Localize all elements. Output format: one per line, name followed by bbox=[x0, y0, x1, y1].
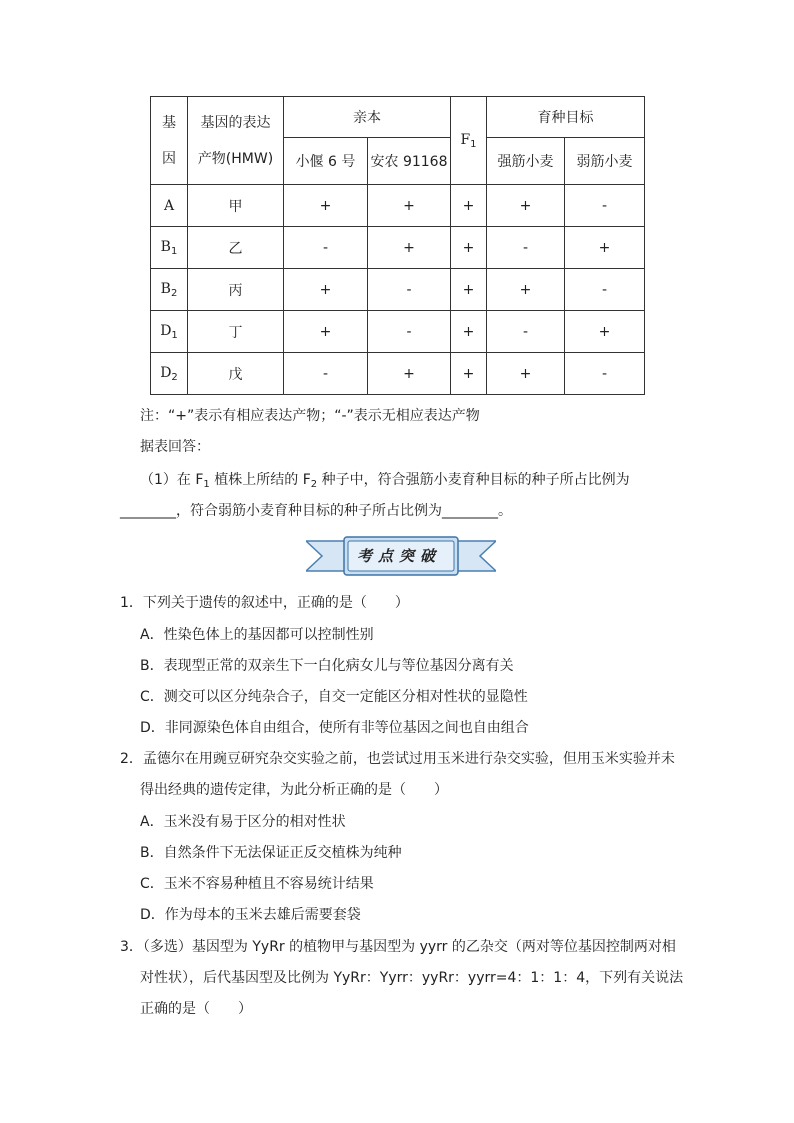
section-banner-title: 考点突破 bbox=[356, 547, 441, 565]
table-note: 注：“+”表示有相应表达产物；“-”表示无相应表达产物 bbox=[140, 408, 480, 424]
row-parent-2: + bbox=[368, 185, 451, 227]
question-3-stem-line2: 对性状），后代基因型及比例为 YyRr：Yyrr：yyRr：yyrr=4：1：1：4，下列有关说法 bbox=[140, 970, 684, 986]
gene-symbol: A bbox=[163, 197, 175, 214]
row-parent-1: + bbox=[284, 269, 368, 311]
row-target-weak: + bbox=[565, 227, 645, 269]
sub-question-1-part-b: 植株上所结的 F bbox=[209, 472, 311, 488]
question-3-stem-line3: 正确的是（ ） bbox=[140, 1001, 252, 1017]
sub-question-1-line1 bbox=[140, 469, 630, 490]
row-target-strong: - bbox=[487, 311, 565, 353]
row-f1: + bbox=[451, 311, 487, 353]
header-f1 bbox=[451, 97, 487, 185]
question-2-option-d: D．作为母本的玉米去雄后需要套袋 bbox=[140, 907, 361, 923]
row-product: 甲 bbox=[188, 185, 284, 227]
sub-question-1-line2: ________，符合弱筋小麦育种目标的种子所占比例为________。 bbox=[120, 503, 512, 519]
header-expression-product bbox=[188, 97, 284, 185]
header-gene-char2: 因 bbox=[162, 150, 176, 167]
header-gene bbox=[151, 97, 188, 185]
gene-subscript: 2 bbox=[170, 287, 178, 299]
row-gene bbox=[151, 269, 188, 311]
sub-question-1-part-a: （1）在 F bbox=[140, 472, 204, 488]
gene-subscript: 1 bbox=[170, 245, 178, 257]
gene-symbol: B bbox=[160, 238, 171, 255]
table-row bbox=[151, 311, 645, 353]
gene-symbol: D bbox=[160, 364, 172, 381]
row-parent-2: + bbox=[368, 353, 451, 395]
question-3-stem-line1: 3．（多选）基因型为 YyRr 的植物甲与基因型为 yyrr 的乙杂交（两对等位基因控制两对相 bbox=[120, 939, 676, 955]
row-parent-1: - bbox=[284, 227, 368, 269]
table-row bbox=[151, 227, 645, 269]
header-parent-1: 小偃 6 号 bbox=[284, 138, 368, 185]
header-f1-sub: 1 bbox=[470, 138, 477, 150]
question-2-option-a: A．玉米没有易于区分的相对性状 bbox=[140, 814, 346, 830]
header-parents: 亲本 bbox=[284, 97, 451, 138]
gene-symbol: D bbox=[160, 322, 172, 339]
row-product: 丁 bbox=[188, 311, 284, 353]
row-f1: + bbox=[451, 185, 487, 227]
row-f1: + bbox=[451, 227, 487, 269]
question-1-option-b: B．表现型正常的双亲生下一白化病女儿与等位基因分离有关 bbox=[140, 658, 514, 674]
row-parent-2: + bbox=[368, 227, 451, 269]
question-1-stem: 1．下列关于遗传的叙述中，正确的是（ ） bbox=[120, 595, 409, 611]
question-2-stem-line1: 2．孟德尔在用豌豆研究杂交实验之前，也尝试过用玉米进行杂交实验，但用玉米实验并未 bbox=[120, 751, 675, 767]
answer-prompt: 据表回答： bbox=[140, 439, 210, 455]
row-f1: + bbox=[451, 269, 487, 311]
header-f1-label: F bbox=[460, 131, 471, 148]
table-row bbox=[151, 353, 645, 395]
table-row bbox=[151, 269, 645, 311]
header-expr-line1: 基因的表达 bbox=[200, 114, 271, 131]
row-parent-2: - bbox=[368, 269, 451, 311]
row-target-weak: - bbox=[565, 185, 645, 227]
row-gene bbox=[151, 185, 188, 227]
question-2-option-c: C．玉米不容易种植且不容易统计结果 bbox=[140, 876, 374, 892]
row-parent-2: - bbox=[368, 311, 451, 353]
row-product: 戊 bbox=[188, 353, 284, 395]
f2-subscript: 2 bbox=[310, 479, 318, 490]
question-2-stem-line2: 得出经典的遗传定律，为此分析正确的是（ ） bbox=[140, 782, 448, 798]
header-parent-2: 安农 91168 bbox=[368, 138, 451, 185]
question-1-option-c: C．测交可以区分纯杂合子，自交一定能区分相对性状的显隐性 bbox=[140, 689, 528, 705]
row-target-strong: + bbox=[487, 269, 565, 311]
gene-expression-table bbox=[150, 96, 645, 395]
question-2-option-b: B．自然条件下无法保证正反交植株为纯种 bbox=[140, 845, 402, 861]
row-gene bbox=[151, 227, 188, 269]
row-target-weak: - bbox=[565, 269, 645, 311]
row-target-strong: + bbox=[487, 185, 565, 227]
row-target-strong: + bbox=[487, 353, 565, 395]
row-parent-1: + bbox=[284, 311, 368, 353]
gene-symbol: B bbox=[160, 280, 171, 297]
header-expr-line2: 产物(HMW) bbox=[197, 150, 274, 167]
gene-subscript: 1 bbox=[171, 329, 178, 341]
row-f1: + bbox=[451, 353, 487, 395]
header-target-weak: 弱筋小麦 bbox=[565, 138, 645, 185]
gene-subscript: 2 bbox=[171, 371, 178, 383]
table-row bbox=[151, 185, 645, 227]
row-product: 丙 bbox=[188, 269, 284, 311]
row-gene bbox=[151, 353, 188, 395]
sub-question-1-part-c: 种子中，符合强筋小麦育种目标的种子所占比例为 bbox=[317, 472, 630, 488]
row-gene bbox=[151, 311, 188, 353]
question-1-option-d: D．非同源染色体自由组合，使所有非等位基因之间也自由组合 bbox=[140, 720, 529, 736]
header-target-strong: 强筋小麦 bbox=[487, 138, 565, 185]
row-target-strong: - bbox=[487, 227, 565, 269]
row-target-weak: + bbox=[565, 311, 645, 353]
header-gene-char1: 基 bbox=[162, 114, 176, 131]
row-parent-1: - bbox=[284, 353, 368, 395]
f1-subscript: 1 bbox=[203, 479, 210, 490]
row-parent-1: + bbox=[284, 185, 368, 227]
question-1-option-a: A．性染色体上的基因都可以控制性别 bbox=[140, 627, 374, 643]
row-target-weak: - bbox=[565, 353, 645, 395]
header-breeding-target: 育种目标 bbox=[487, 97, 645, 138]
row-product: 乙 bbox=[188, 227, 284, 269]
